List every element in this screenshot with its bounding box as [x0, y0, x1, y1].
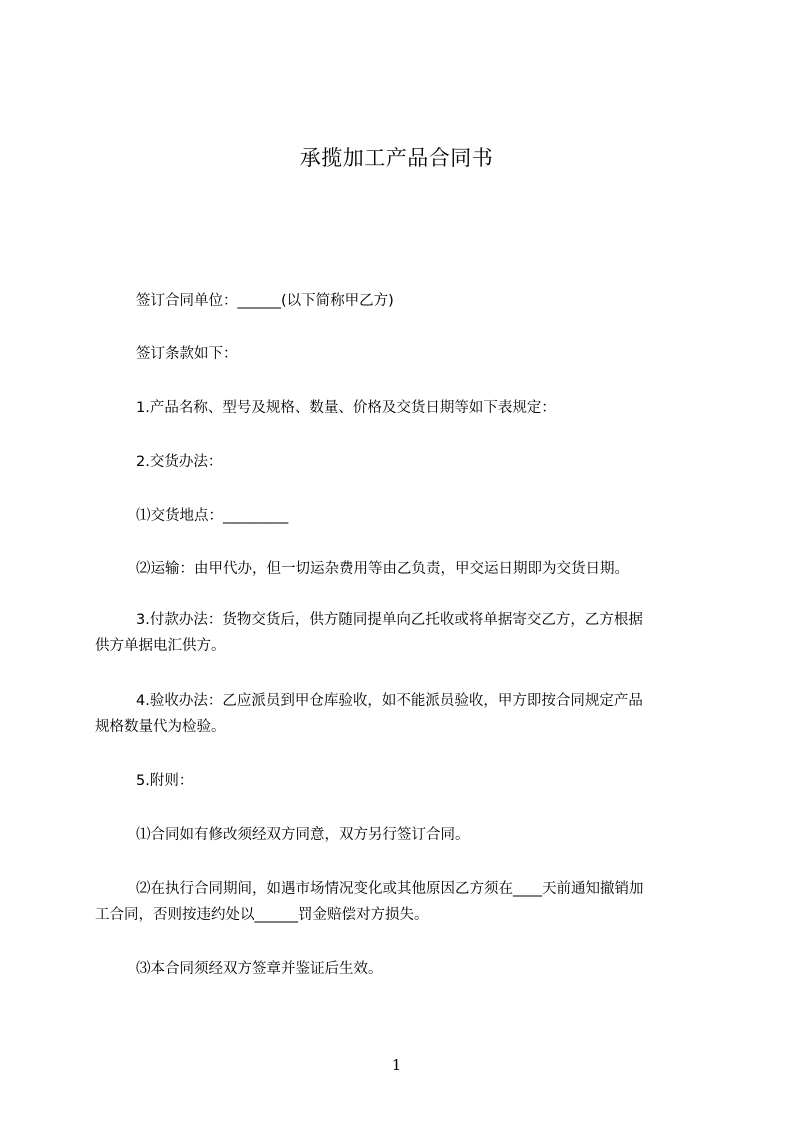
paragraph-cancellation — [95, 876, 703, 928]
paragraph-transport — [136, 556, 744, 582]
paragraph-terms-intro — [136, 341, 744, 367]
paragraph-line: 工合同，否则按违约处以______罚金赔偿对方损失。 — [95, 907, 429, 923]
page-number: 1 — [391, 1056, 402, 1074]
paragraph-line: 签订条款如下： — [136, 346, 238, 362]
paragraph-signing-parties — [136, 288, 744, 314]
paragraph-line: 1.产品名称、型号及规格、数量、价格及交货日期等如下表规定： — [136, 400, 556, 416]
paragraph-line: 供方单据电汇供方。 — [95, 638, 226, 654]
paragraph-line: 签订合同单位：______(以下简称甲乙方) — [136, 293, 394, 309]
paragraph-line: 5.附则： — [136, 773, 194, 789]
document-title: 承揽加工产品合同书 — [299, 146, 494, 170]
paragraph-line: ⑴合同如有修改须经双方同意，双方另行签订合同。 — [136, 827, 470, 843]
paragraph-line: ⑵在执行合同期间，如遇市场情况变化或其他原因乙方须在____天前通知撤销加 — [136, 881, 644, 897]
paragraph-payment-method — [95, 607, 703, 659]
paragraph-line: 3.付款办法：货物交货后，供方随同提单向乙托收或将单据寄交乙方，乙方根据 — [136, 612, 643, 628]
paragraph-product-spec — [136, 395, 744, 421]
paragraph-line: ⑴交货地点：_________ — [136, 508, 289, 524]
paragraph-delivery-place — [136, 503, 744, 529]
paragraph-line: 4.验收办法：乙应派员到甲仓库验收，如不能派员验收，甲方即按合同规定产品 — [136, 693, 643, 709]
paragraph-delivery-method — [136, 449, 744, 475]
paragraph-line: ⑶本合同须经双方签章并鉴证后生效。 — [136, 961, 383, 977]
paragraph-line: ⑵运输：由甲代办，但一切运杂费用等由乙负责，甲交运日期即为交货日期。 — [136, 561, 629, 577]
paragraph-inspection-method — [95, 688, 703, 740]
paragraph-line: 2.交货办法： — [136, 454, 223, 470]
paragraph-supplementary — [136, 768, 744, 794]
paragraph-line: 规格数量代为检验。 — [95, 719, 226, 735]
paragraph-effectiveness — [136, 956, 744, 982]
paragraph-amendment — [136, 822, 744, 848]
